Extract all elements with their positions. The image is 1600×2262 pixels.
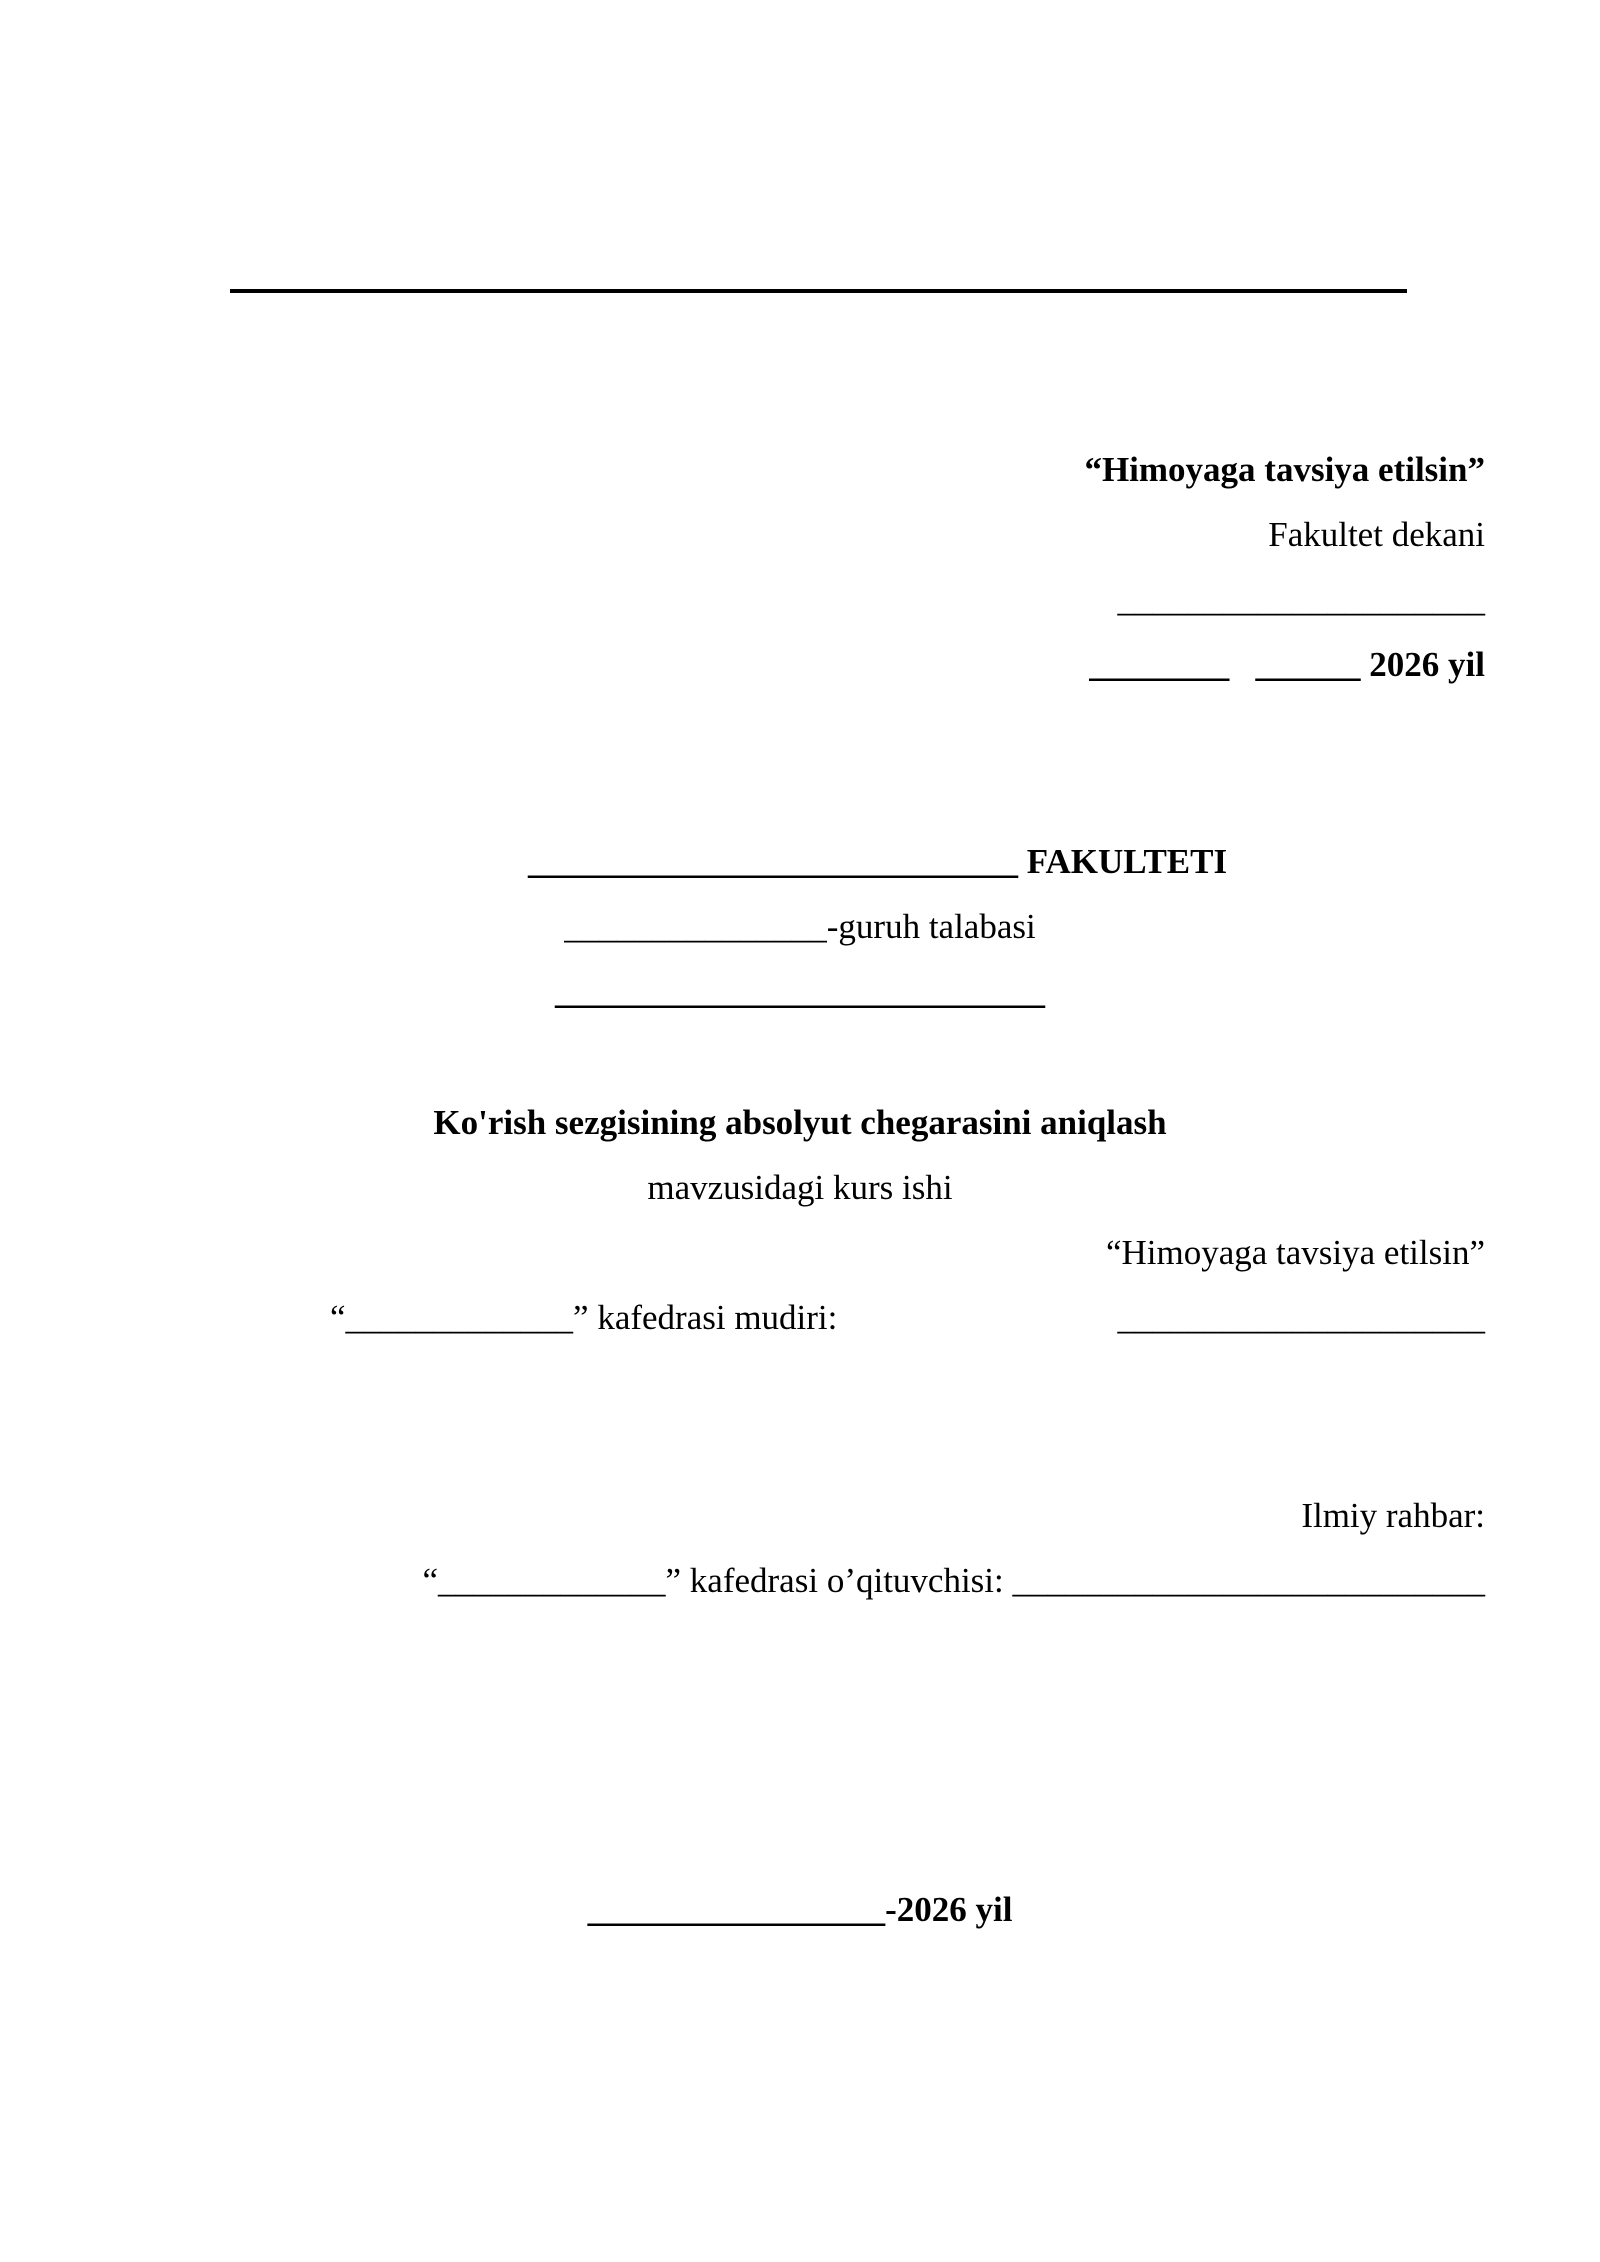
approval-title: “Himoyaga tavsiya etilsin” xyxy=(1084,450,1485,489)
topic-subtitle: mavzusidagi kurs ishi xyxy=(647,1168,953,1207)
department-head-signature-line: _____________________ xyxy=(1117,1298,1485,1337)
supervisor-line: “_____________” kafedrasi o’qituvchisi: ___________________________ xyxy=(422,1561,1485,1600)
department-head-label: “_____________” kafedrasi mudiri: xyxy=(330,1298,838,1337)
approval-date-line: ________ ______ 2026 yil xyxy=(1089,645,1485,684)
footer-year-line: _________________-2026 yil xyxy=(587,1890,1013,1929)
header-rule xyxy=(230,289,1407,293)
dean-signature-line: _____________________ xyxy=(1117,580,1485,619)
department-approval: “Himoyaga tavsiya etilsin” xyxy=(1105,1233,1485,1272)
topic-title: Ko'rish sezgisining absolyut chegarasini aniqlash xyxy=(433,1103,1167,1142)
student-name-line: ____________________________ xyxy=(555,972,1045,1011)
dean-role: Fakultet dekani xyxy=(1268,515,1485,554)
faculty-line: ____________________________ FAKULTETI xyxy=(528,842,1228,881)
group-line: _______________-guruh talabasi xyxy=(564,907,1036,946)
supervisor-label: Ilmiy rahbar: xyxy=(1301,1496,1485,1535)
